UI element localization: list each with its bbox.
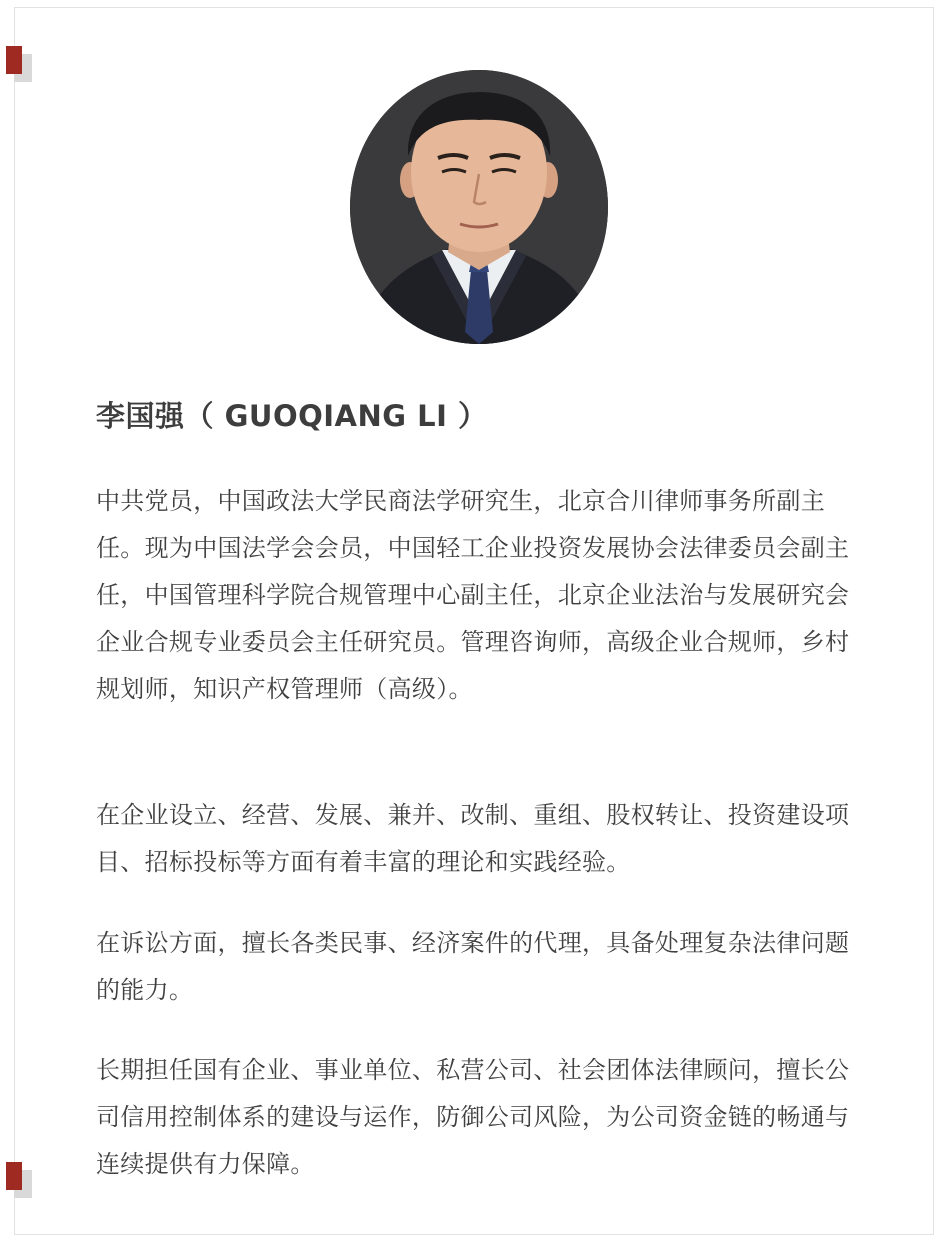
corner-decoration-bottom (6, 1162, 34, 1202)
bio-paragraph-4: 长期担任国有企业、事业单位、私营公司、社会团体法律顾问，擅长公司信用控制体系的建设与运作，防御公司风险，为公司资金链的畅通与连续提供有力保障。 (96, 1056, 850, 1178)
person-name: 李国强（ GUOQIANG LI ） (96, 399, 488, 433)
corner-decoration-top (6, 46, 34, 86)
bio-paragraph-3: 在诉讼方面，擅长各类民事、经济案件的代理，具备处理复杂法律问题的能力。 (96, 929, 850, 1004)
bio-paragraph-1: 中共党员，中国政法大学民商法学研究生，北京合川律师事务所副主任。现为中国法学会会员，中国轻工企业投资发展协会法律委员会副主任，中国管理科学院合规管理中心副主任，北京企业法治与发展研究会企业合规专业委员会主任研究员。管理咨询师，高级企业合规师，乡村规划师，知识产权管理师（高级）。 (96, 487, 850, 703)
bio-paragraph-2: 在企业设立、经营、发展、兼并、改制、重组、股权转让、投资建设项目、招标投标等方面有着丰富的理论和实践经验。 (96, 801, 850, 876)
portrait-photo (350, 70, 608, 344)
